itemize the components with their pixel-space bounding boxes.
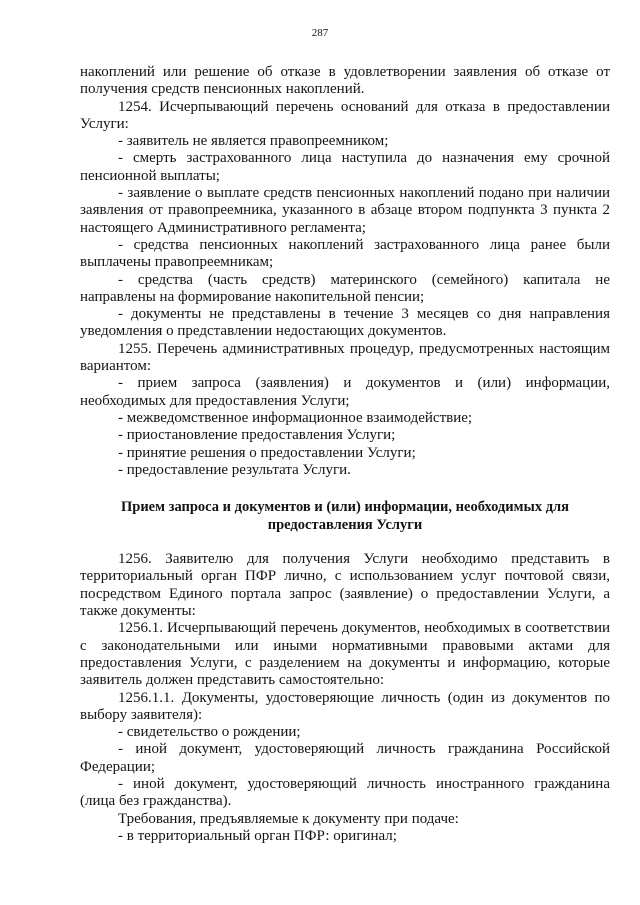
page-number: 287 (311, 27, 329, 39)
page-content (80, 64, 610, 845)
paragraph: - прием запроса (заявления) и документов и (или) информации, необходимых для предоставления Услуги; (80, 375, 610, 409)
paragraph: - заявитель не является правопреемником; (118, 133, 389, 150)
paragraph-group-top (80, 64, 610, 479)
paragraph: - средства пенсионных накоплений застрахованного лица ранее были выплачены правопреемникам; (80, 236, 610, 271)
paragraph: - в территориальный орган ПФР: оригинал; (118, 827, 397, 844)
paragraph: 1256.1. Исчерпывающий перечень документов, необходимых в соответствии с законодательными или иными нормативными правовыми актами для предоставления Услуги, с разделением на документы и информацию, которые заявитель должен представить самостоятельно: (80, 620, 610, 689)
paragraph: - документы не представлены в течение 3 месяцев со дня направления уведомления о представлении недостающих документов. (80, 306, 610, 340)
paragraph: - заявление о выплате средств пенсионных накоплений подано при наличии заявления от правопреемника, указанного в абзаце втором подпункта 3 пункта 2 настоящего Административного регламента; (80, 185, 610, 236)
paragraph: - предоставление результата Услуги. (118, 461, 351, 478)
paragraph: - смерть застрахованного лица наступила до назначения ему срочной пенсионной выплаты; (80, 150, 610, 184)
paragraph: 1256. Заявителю для получения Услуги необходимо представить в территориальный орган ПФР лично, с использованием услуг почтовой связи, посредством Единого портала запрос (заявление) о предоставлении Услуги, а также документы: (80, 551, 610, 620)
paragraph: Требования, предъявляемые к документу при подаче: (118, 810, 459, 827)
paragraph-group-bottom (80, 551, 610, 845)
paragraph: - приостановление предоставления Услуги; (118, 427, 396, 444)
paragraph: - принятие решения о предоставлении Услуги; (118, 444, 416, 461)
paragraph: накоплений или решение об отказе в удовлетворении заявления об отказе от получения средств пенсионных накоплений. (80, 64, 610, 98)
section-heading: Прием запроса и документов и (или) информации, необходимых для предоставления Услуги (120, 499, 570, 533)
paragraph: - иной документ, удостоверяющий личность гражданина Российской Федерации; (80, 741, 610, 775)
paragraph: - свидетельство о рождении; (118, 724, 301, 741)
paragraph: 1254. Исчерпывающий перечень оснований для отказа в предоставлении Услуги: (80, 98, 610, 132)
paragraph: - иной документ, удостоверяющий личность иностранного гражданина (лица без гражданства). (80, 775, 610, 810)
paragraph: - межведомственное информационное взаимодействие; (118, 409, 473, 426)
paragraph: - средства (часть средств) материнского (семейного) капитала не направлены на формирование накопительной пенсии; (80, 271, 610, 305)
paragraph: 1255. Перечень административных процедур, предусмотренных настоящим вариантом: (80, 340, 610, 375)
paragraph: 1256.1.1. Документы, удостоверяющие личность (один из документов по выбору заявителя): (80, 689, 610, 723)
